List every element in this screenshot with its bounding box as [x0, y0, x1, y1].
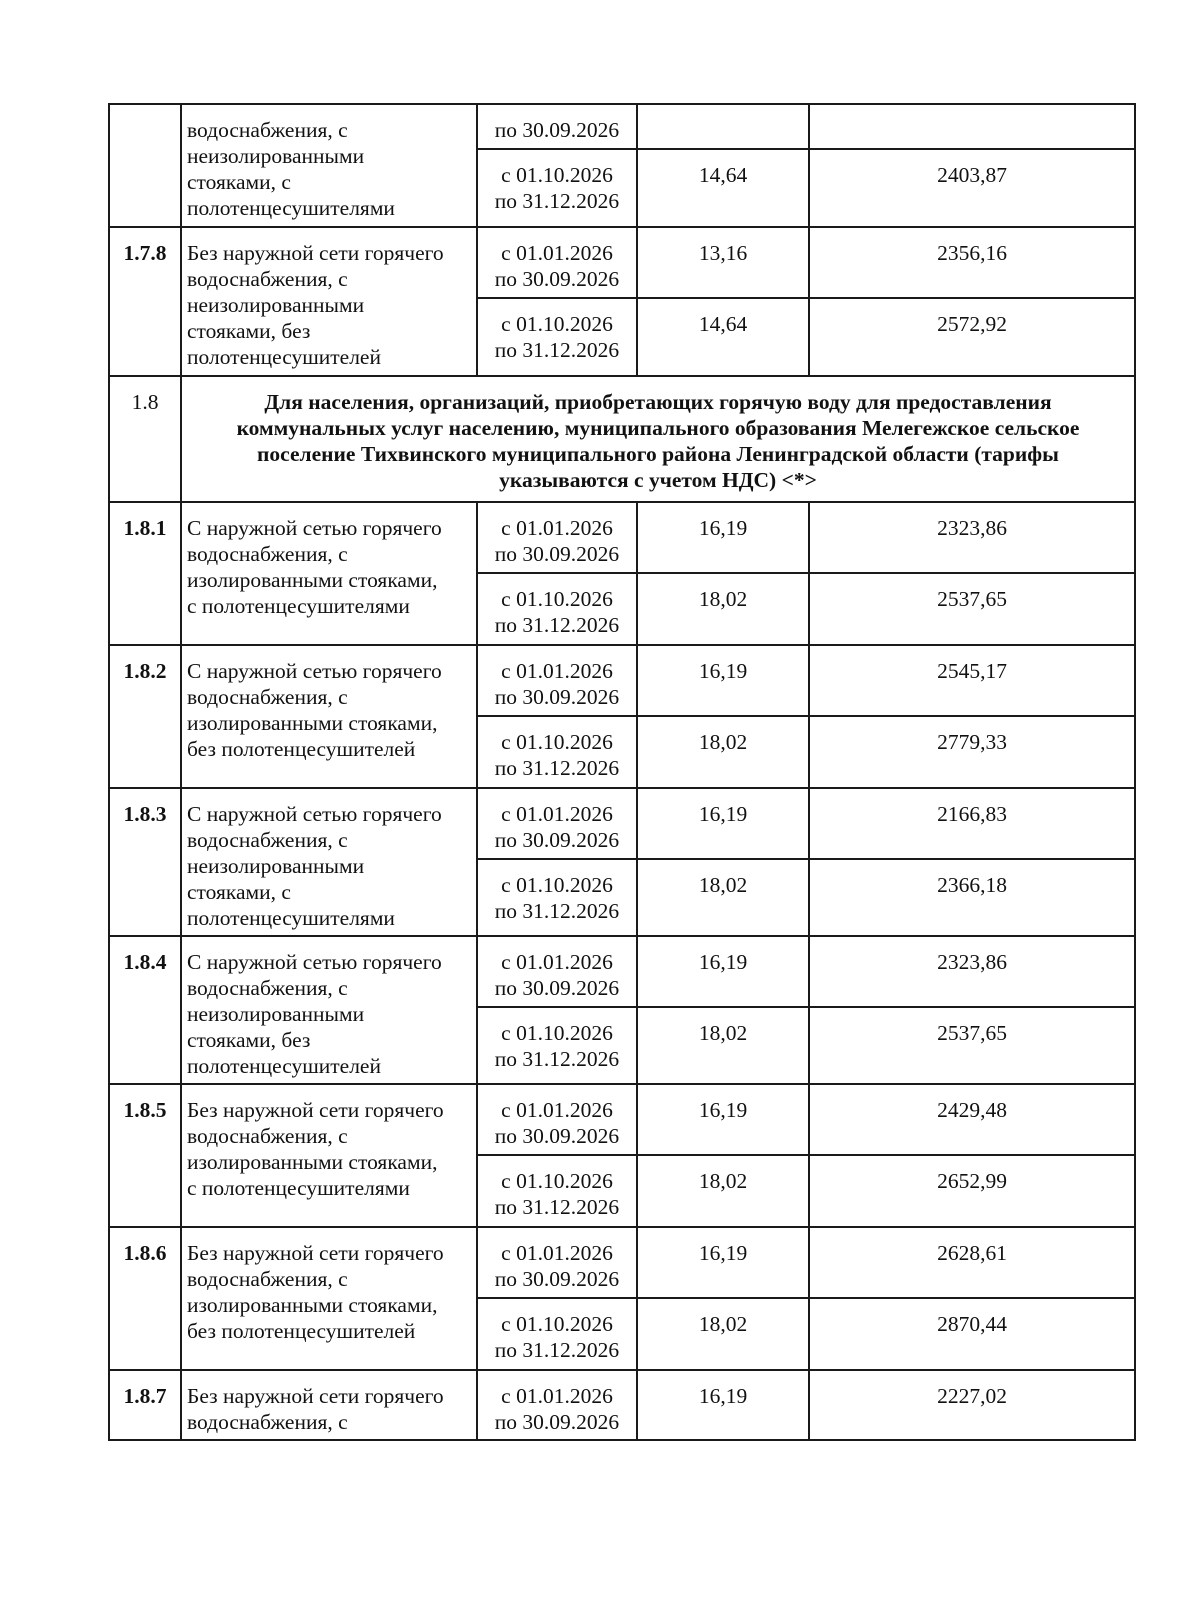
description-line: стояками, без [187, 319, 311, 343]
description-line: изолированными стояками, [187, 1150, 438, 1174]
tariff-table [108, 103, 1136, 1441]
period-line: с 01.10.2026 [501, 163, 613, 187]
description-line: Без наружной сети горячего [187, 1098, 444, 1122]
period-line: по 31.12.2026 [494, 1338, 620, 1362]
row-number-text: 1.8.3 [123, 802, 167, 826]
tariff-value-cell [809, 716, 1135, 788]
tariff-value: 2537,65 [937, 1021, 1007, 1045]
period-cell [477, 936, 637, 1007]
tariff-value-cell [637, 1370, 809, 1440]
description-line: водоснабжения, с [187, 542, 348, 566]
tariff-value: 16,19 [698, 659, 748, 683]
tariff-value: 18,02 [698, 730, 748, 754]
table-row [109, 502, 1135, 573]
tariff-value-cell [809, 1084, 1135, 1155]
section-title-text: Для населения, организаций, приобретающих горячую воду для предоставления коммунальных услуг населению, муниципального образования Мелегежское сельское поселение Тихвинского муниципального района Ленинградской области (тарифы указываются с учетом НДС) <*> [236, 390, 1080, 492]
period-line: по 31.12.2026 [494, 756, 620, 780]
tariff-value-cell [637, 1227, 809, 1298]
tariff-value: 14,64 [698, 163, 748, 187]
period-cell [477, 573, 637, 645]
period-line: по 30.09.2026 [494, 118, 620, 142]
row-number-text: 1.8.4 [123, 950, 167, 974]
tariff-value: 16,19 [698, 1098, 748, 1122]
description-line: неизолированными [187, 144, 365, 168]
period-cell [477, 788, 637, 859]
tariff-value: 2227,02 [937, 1384, 1007, 1408]
table-row [109, 788, 1135, 859]
row-number [109, 104, 181, 227]
period-line: с 01.01.2026 [501, 241, 613, 265]
row-number [109, 936, 181, 1084]
row-description [181, 645, 477, 788]
tariff-value-cell [637, 298, 809, 376]
description-line: неизолированными [187, 854, 365, 878]
period-line: с 01.10.2026 [501, 730, 613, 754]
row-description [181, 936, 477, 1084]
period-cell [477, 859, 637, 936]
period-cell [477, 104, 637, 149]
description-line: С наружной сетью горячего [187, 802, 442, 826]
period-cell [477, 227, 637, 298]
tariff-value-cell [809, 298, 1135, 376]
description-line: неизолированными [187, 293, 365, 317]
period-cell [477, 149, 637, 227]
tariff-value-cell [637, 1155, 809, 1227]
period-cell [477, 1298, 637, 1370]
description-line: водоснабжения, с [187, 976, 348, 1000]
section-number-text: 1.8 [131, 390, 159, 414]
period-line: с 01.01.2026 [501, 1241, 613, 1265]
tariff-value: 2779,33 [937, 730, 1007, 754]
description-line: водоснабжения, с [187, 685, 348, 709]
period-line: с 01.01.2026 [501, 659, 613, 683]
period-line: по 31.12.2026 [494, 613, 620, 637]
tariff-value-cell [637, 859, 809, 936]
period-line: с 01.01.2026 [501, 802, 613, 826]
tariff-value: 2323,86 [937, 516, 1007, 540]
description-line: с полотенцесушителями [187, 1176, 410, 1200]
period-line: с 01.01.2026 [501, 516, 613, 540]
period-line: по 31.12.2026 [494, 189, 620, 213]
period-cell [477, 1370, 637, 1440]
tariff-value-cell [809, 1298, 1135, 1370]
tariff-value-cell [809, 149, 1135, 227]
row-description [181, 227, 477, 376]
row-number-text: 1.8.1 [123, 516, 167, 540]
tariff-value: 2366,18 [937, 873, 1007, 897]
description-line: без полотенцесушителей [187, 737, 416, 761]
tariff-value-cell [637, 1007, 809, 1084]
tariff-value-cell [809, 859, 1135, 936]
row-number [109, 788, 181, 936]
description-line: стояками, без [187, 1028, 311, 1052]
description-line: водоснабжения, с [187, 118, 348, 142]
tariff-value: 2429,48 [937, 1098, 1007, 1122]
description-line: полотенцесушителями [187, 196, 395, 220]
period-cell [477, 1227, 637, 1298]
period-cell [477, 1084, 637, 1155]
tariff-value: 2356,16 [937, 241, 1007, 265]
row-description [181, 788, 477, 936]
period-line: по 31.12.2026 [494, 338, 620, 362]
period-line: по 31.12.2026 [494, 1047, 620, 1071]
description-line: водоснабжения, с [187, 828, 348, 852]
tariff-value-cell [637, 502, 809, 573]
description-line: полотенцесушителей [187, 1054, 381, 1078]
tariff-value-cell [809, 1155, 1135, 1227]
description-line: Без наружной сети горячего [187, 1241, 444, 1265]
tariff-value: 18,02 [698, 1312, 748, 1336]
tariff-value-cell [809, 645, 1135, 716]
period-line: с 01.10.2026 [501, 873, 613, 897]
description-line: водоснабжения, с [187, 267, 348, 291]
tariff-value: 2166,83 [937, 802, 1007, 826]
description-line: С наружной сетью горячего [187, 950, 442, 974]
description-line: С наружной сетью горячего [187, 516, 442, 540]
period-cell [477, 716, 637, 788]
row-number-text: 1.8.5 [123, 1098, 167, 1122]
period-line: с 01.10.2026 [501, 1021, 613, 1045]
row-number-text: 1.8.6 [123, 1241, 167, 1265]
tariff-value: 18,02 [698, 1169, 748, 1193]
table-row [109, 1084, 1135, 1155]
tariff-value: 2323,86 [937, 950, 1007, 974]
period-line: с 01.10.2026 [501, 312, 613, 336]
tariff-value-cell [637, 149, 809, 227]
section-number [109, 376, 181, 502]
table-row [109, 645, 1135, 716]
row-number [109, 502, 181, 645]
table-row [109, 227, 1135, 298]
tariff-value-cell [637, 788, 809, 859]
description-line: стояками, с [187, 880, 291, 904]
description-line: изолированными стояками, [187, 568, 438, 592]
period-cell [477, 645, 637, 716]
tariff-value: 16,19 [698, 1384, 748, 1408]
description-line: водоснабжения, с [187, 1410, 348, 1434]
period-cell [477, 502, 637, 573]
row-number-text: 1.7.8 [123, 241, 167, 265]
period-cell [477, 1007, 637, 1084]
row-number [109, 1084, 181, 1227]
description-line: изолированными стояками, [187, 1293, 438, 1317]
tariff-value-cell [809, 573, 1135, 645]
description-line: водоснабжения, с [187, 1124, 348, 1148]
row-description [181, 1227, 477, 1370]
table-row [109, 1227, 1135, 1298]
row-description [181, 104, 477, 227]
tariff-value: 16,19 [698, 950, 748, 974]
period-line: по 30.09.2026 [494, 542, 620, 566]
tariff-value: 2652,99 [937, 1169, 1007, 1193]
tariff-value-cell [809, 788, 1135, 859]
tariff-value: 2545,17 [937, 659, 1007, 683]
tariff-value-cell [809, 227, 1135, 298]
table-row [109, 104, 1135, 149]
description-line: С наружной сетью горячего [187, 659, 442, 683]
tariff-value-cell [637, 716, 809, 788]
tariff-value-cell [809, 502, 1135, 573]
tariff-value-cell [637, 936, 809, 1007]
period-line: с 01.01.2026 [501, 1098, 613, 1122]
tariff-value-cell [809, 1370, 1135, 1440]
tariff-value-cell [809, 104, 1135, 149]
row-description [181, 1084, 477, 1227]
period-line: по 30.09.2026 [494, 976, 620, 1000]
period-line: с 01.01.2026 [501, 1384, 613, 1408]
tariff-value-cell [637, 104, 809, 149]
tariff-value: 13,16 [698, 241, 748, 265]
tariff-value-cell [809, 1227, 1135, 1298]
description-line: без полотенцесушителей [187, 1319, 416, 1343]
tariff-value: 16,19 [698, 1241, 748, 1265]
row-number [109, 1370, 181, 1440]
section-title [181, 376, 1135, 502]
tariff-value: 18,02 [698, 873, 748, 897]
row-number-text: 1.8.7 [123, 1384, 167, 1408]
tariff-value: 14,64 [698, 312, 748, 336]
tariff-value-cell [637, 645, 809, 716]
tariff-value-cell [637, 1298, 809, 1370]
section-row [109, 376, 1135, 502]
description-line: полотенцесушителями [187, 906, 395, 930]
row-description [181, 502, 477, 645]
period-cell [477, 298, 637, 376]
period-line: по 31.12.2026 [494, 1195, 620, 1219]
tariff-value-cell [809, 1007, 1135, 1084]
tariff-value: 2628,61 [937, 1241, 1007, 1265]
description-line: водоснабжения, с [187, 1267, 348, 1291]
table-row [109, 936, 1135, 1007]
period-line: по 31.12.2026 [494, 899, 620, 923]
tariff-value-cell [809, 936, 1135, 1007]
period-line: с 01.10.2026 [501, 1312, 613, 1336]
row-description [181, 1370, 477, 1440]
table-row [109, 1370, 1135, 1440]
period-line: по 30.09.2026 [494, 267, 620, 291]
period-line: с 01.10.2026 [501, 587, 613, 611]
tariff-table-body [109, 104, 1135, 1440]
description-line: Без наружной сети горячего [187, 241, 444, 265]
tariff-value: 2870,44 [937, 1312, 1007, 1336]
description-line: с полотенцесушителями [187, 594, 410, 618]
row-number [109, 645, 181, 788]
tariff-value: 2537,65 [937, 587, 1007, 611]
tariff-value: 16,19 [698, 802, 748, 826]
tariff-value-cell [637, 1084, 809, 1155]
period-line: по 30.09.2026 [494, 1124, 620, 1148]
description-line: стояками, с [187, 170, 291, 194]
period-cell [477, 1155, 637, 1227]
description-line: полотенцесушителей [187, 345, 381, 369]
tariff-value: 2403,87 [937, 163, 1007, 187]
tariff-value: 18,02 [698, 1021, 748, 1045]
period-line: по 30.09.2026 [494, 1410, 620, 1434]
tariff-value: 18,02 [698, 587, 748, 611]
period-line: с 01.10.2026 [501, 1169, 613, 1193]
tariff-value: 2572,92 [937, 312, 1007, 336]
row-number [109, 1227, 181, 1370]
period-line: по 30.09.2026 [494, 1267, 620, 1291]
row-number-text: 1.8.2 [123, 659, 167, 683]
row-number [109, 227, 181, 376]
tariff-value-cell [637, 227, 809, 298]
period-line: по 30.09.2026 [494, 828, 620, 852]
description-line: Без наружной сети горячего [187, 1384, 444, 1408]
period-line: по 30.09.2026 [494, 685, 620, 709]
period-line: с 01.01.2026 [501, 950, 613, 974]
description-line: неизолированными [187, 1002, 365, 1026]
tariff-value: 16,19 [698, 516, 748, 540]
description-line: изолированными стояками, [187, 711, 438, 735]
tariff-value-cell [637, 573, 809, 645]
